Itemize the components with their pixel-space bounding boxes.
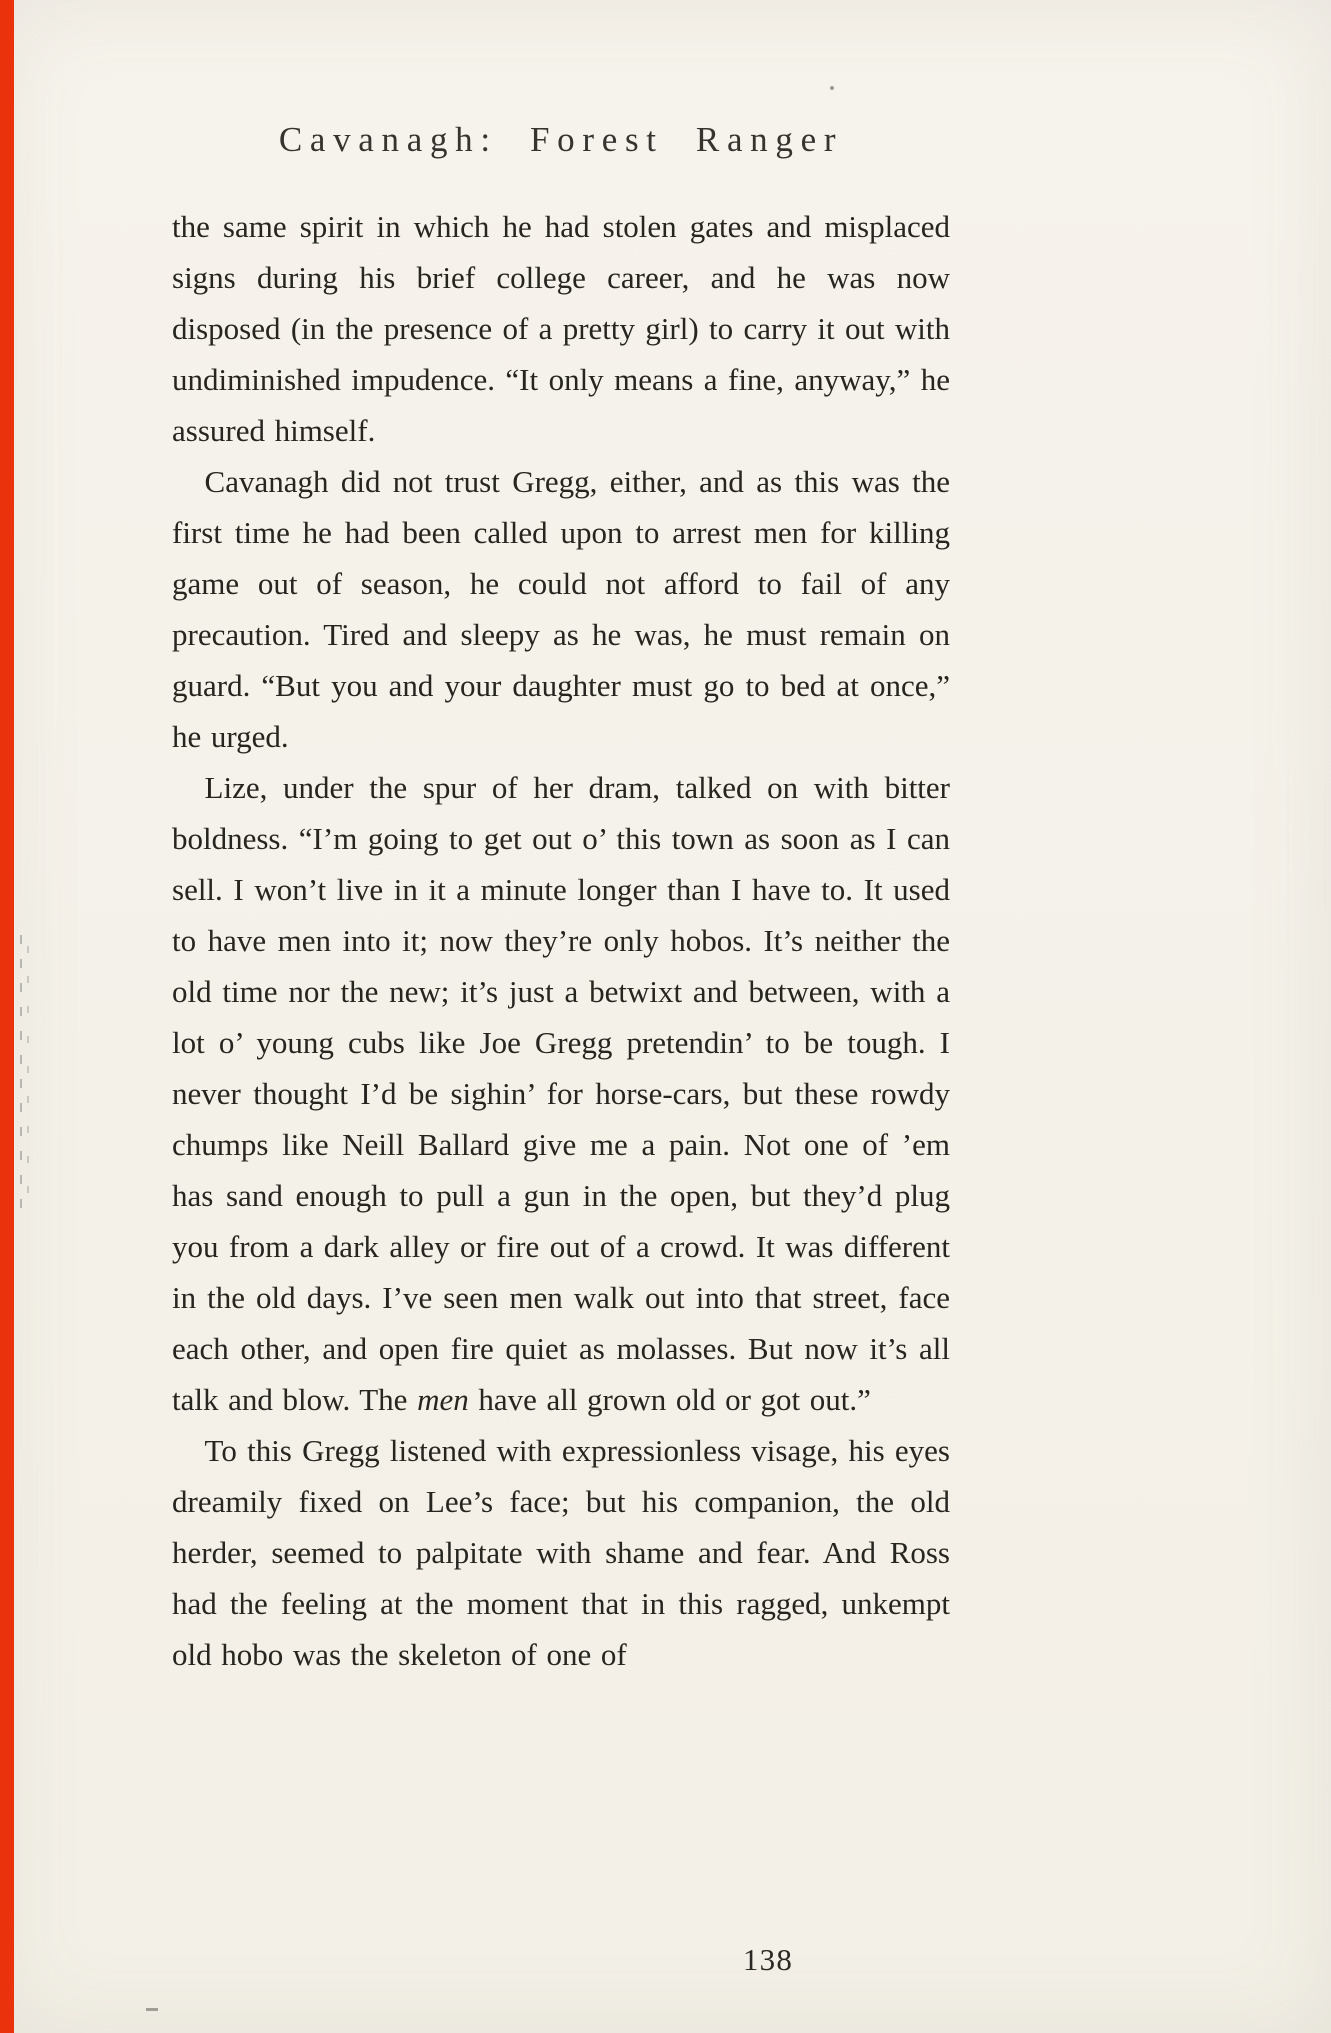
running-head-title: Cavanagh: Forest Ranger (278, 120, 844, 159)
red-edge-stripe (0, 0, 14, 2033)
scan-artifact-dash (146, 2008, 158, 2011)
paragraph-text-before-italic: Lize, under the spur of her dram, talked on with bitter boldness. “I’m going to get out o’ this town as soon as I can sell. I won’t live in it a minute longer than I have to. It used to have men into it; now they’re only hobos. It’s neither the old time nor the new; it’s just a betwixt and between, with a lot o’ young cubs like Joe Gregg pretendin’ to be tough. I never thought I’d be sighin’ for horse-cars, but these rowdy chumps like Neill Ballard give me a pain. Not one of ’em has sand enough to pull a gun in the open, but they’d plug you from a dark alley or fire out of a crowd. It was different in the old days. I’ve seen men walk out into that street, face each other, and open fire quiet as molasses. But now it’s all talk and blow. The (172, 770, 950, 1417)
text-column (172, 122, 950, 1680)
margin-pencil-marks (20, 935, 29, 1220)
body-text (172, 201, 950, 1680)
paragraph: Cavanagh did not trust Gregg, either, and as this was the first time he had been called upon to arrest men for killing game out of season, he could not afford to fail of any precaution. Tired and sleepy as he was, he must remain on guard. “But you and your daughter must go to bed at once,” he urged. (172, 464, 950, 754)
page-number: 138 (742, 1942, 794, 1977)
italic-word: men (417, 1382, 469, 1417)
scan-artifact-dot (830, 86, 834, 90)
paragraph-text-after-italic: have all grown old or got out.” (468, 1382, 871, 1417)
paragraph-continuation: the same spirit in which he had stolen gates and misplaced signs during his brief college career, and he was now disposed (in the presence of a pretty girl) to carry it out with undiminished impudence. “It only means a fine, anyway,” he assured himself. (172, 209, 950, 448)
paragraph: To this Gregg listened with expressionless visage, his eyes dreamily fixed on Lee’s face; but his companion, the old herder, seemed to palpitate with shame and fear. And Ross had the feeling at the moment that in this ragged, unkempt old hobo was the skeleton of one of (172, 1433, 950, 1672)
paragraph (172, 762, 950, 1425)
